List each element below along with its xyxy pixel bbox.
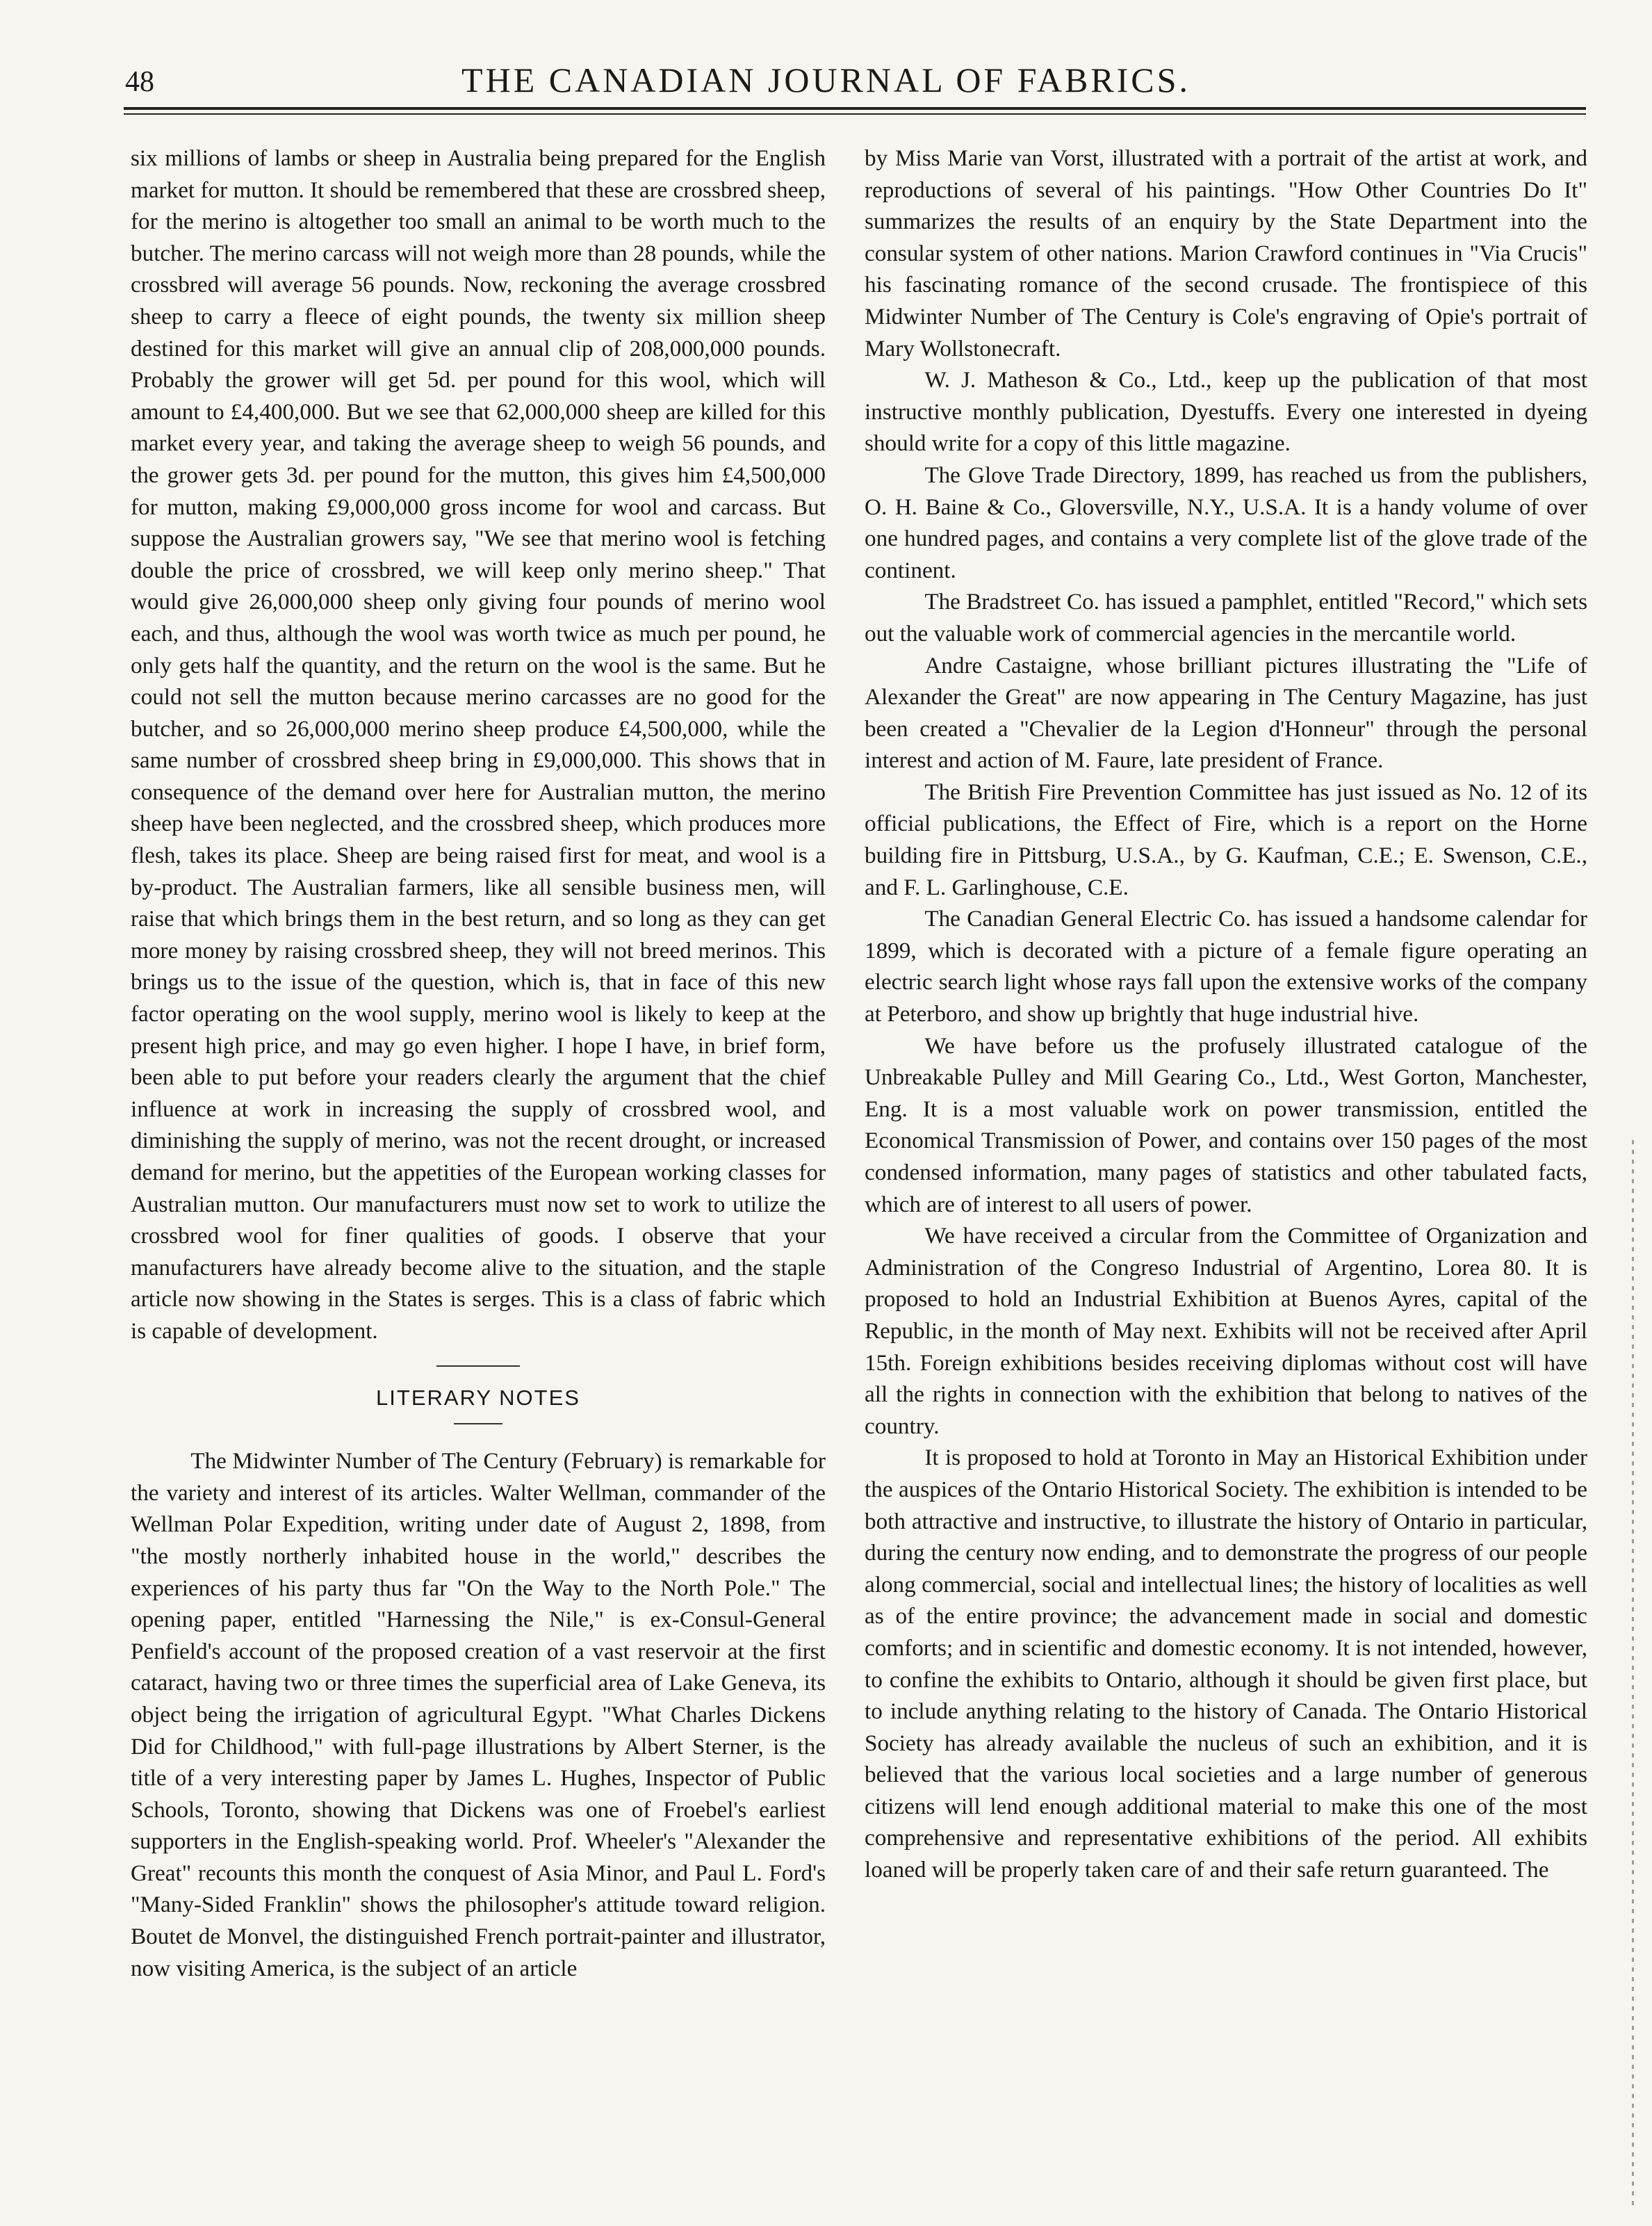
note-paragraph: The British Fire Prevention Committee has just issued as No. 12 of its official publications, the Effect of Fire, which is a report on the Horne building fire in Pittsburg, U.S.A., by G. Kaufman, C.E.; E. Swenson, C.E., and F. L. Garlinghouse, C.E. (865, 779, 1587, 900)
note-paragraph: We have received a circular from the Committee of Organization and Administration of the Congreso Industrial of Argentino, Lorea 80. It is proposed to hold an Industrial Exhibition at Buenos Ayres, capital of the Republic, in the month of May next. Exhibits will not be received after April 15th. Foreign exhibitions besides receiving diplomas without cost will have all the rights in connection with the exhibition that belong to natives of the country. (865, 1223, 1587, 1439)
right-column (865, 143, 1587, 1886)
note-paragraph: The Glove Trade Directory, 1899, has reached us from the publishers, O. H. Baine & Co., Gloversville, N.Y., U.S.A. It is a handy volume of over one hundred pages, and contains a very complete list of the glove trade of the continent. (865, 462, 1587, 583)
section-heading: LITERARY NOTES (376, 1385, 580, 1410)
header-rule-thick (124, 107, 1586, 110)
journal-title: THE CANADIAN JOURNAL OF FABRICS. (461, 60, 1191, 99)
note-paragraph: by Miss Marie van Vorst, illustrated with a portrait of the artist at work, and reproductions of several of his paintings. "How Other Countries Do It" summarizes the results of an enquiry by the State Department into the consular system of other nations. Marion Crawford continues in "Via Crucis" his fascinating romance of the second crusade. The frontispiece of this Midwinter Number of The Century is Cole's engraving of Opie's portrait of Mary Wollstonecraft. (865, 145, 1587, 361)
note-paragraph: The Bradstreet Co. has issued a pamphlet, entitled "Record," which sets out the valuable work of commercial agencies in the mercantile world. (865, 589, 1587, 647)
heading-underline (454, 1423, 502, 1424)
article-continuation: six millions of lambs or sheep in Australia being prepared for the English market for mutton. It should be remembered that these are crossbred sheep, for the merino is altogether too small an animal to be worth much to the butcher. The merino carcass will not weigh more than 28 pounds, while the crossbred will average 56 pounds. Now, reckoning the average crossbred sheep to carry a fleece of eight pounds, the twenty six million sheep destined for this market will give an annual clip of 208,000,000 pounds. Probably the grower will get 5d. per pound for this wool, which will amount to £4,400,000. But we see that 62,000,000 sheep are killed for this market every year, and taking the average sheep to weigh 56 pounds, and the grower gets 3d. per pound for the mutton, this gives him £4,500,000 for mutton, making £9,000,000 gross income for wool and carcass. But suppose the Australian growers say, "We see that merino wool is fetching double the price of crossbred, we will keep only merino sheep." That would give 26,000,000 sheep only giving four pounds of merino wool each, and thus, although the wool was worth twice as much per pound, he only gets half the quantity, and the return on the wool is the same. But he could not sell the mutton because merino carcasses are no good for the butcher, and so 26,000,000 merino sheep produce £4,500,000, while the same number of crossbred sheep bring in £9,000,000. This shows that in consequence of the demand over here for Australian mutton, the merino sheep have been neglected, and the crossbred sheep, which produces more flesh, takes its place. Sheep are being raised first for meat, and wool is a by-product. The Australian farmers, like all sensible business men, will raise that which brings them in the best return, and so long as they can get more money by raising crossbred sheep, they will not breed merinos. This brings us to the issue of the question, which is, that in face of this new factor operating on the wool supply, merino wool is likely to keep at the present high price, and may go even higher. I hope I have, in brief form, been able to put before your readers clearly the argument that the chief influence at work in increasing the supply of crossbred wool, and diminishing the supply of merino, was not the recent drought, or increased demand for merino, but the appetities of the European working classes for Australian mutton. Our manufacturers must now set to work to utilize the crossbred wool for finer qualities of goods. I observe that your manufacturers have already become alive to the situation, and the staple article now showing in the States is serges. This is a class of fabric which is capable of development. (131, 145, 826, 1344)
note-paragraph: The Canadian General Electric Co. has issued a handsome calendar for 1899, which is decorated with a picture of a female figure operating an electric search light whose rays fall upon the extensive works of the company at Peterboro, and show up brightly that huge industrial hive. (865, 906, 1587, 1027)
left-column (131, 143, 826, 1984)
header-rule-thin (124, 113, 1586, 115)
note-paragraph: It is proposed to hold at Toronto in May an Historical Exhibition under the auspices of the Ontario Historical Society. The exhibition is intended to be both attractive and instructive, to illustrate the history of Ontario in particular, during the century now ending, and to demonstrate the progress of our people along commercial, social and intellectual lines; the history of localities as well as of the entire province; the advancement made in social and domestic comforts; and in scientific and domestic economy. It is not intended, however, to confine the exhibits to Ontario, although it should be given first place, but to include anything relating to the history of Canada. The Ontario Historical Society has already available the nucleus of such an exhibition, and it is believed that the various local societies and a large number of generous citizens will lend enough additional material to make this one of the most comprehensive and representative exhibitions of the period. All exhibits loaned will be properly taken care of and their safe return guaranteed. The (865, 1445, 1587, 1883)
page-number: 48 (125, 66, 154, 98)
note-paragraph: Andre Castaigne, whose brilliant pictures illustrating the "Life of Alexander the Great" are now appearing in The Century Magazine, has just been created a "Chevalier de la Legion d'Honneur" through the personal interest and action of M. Faure, late president of France. (865, 652, 1587, 774)
section-divider (436, 1365, 520, 1367)
note-paragraph: W. J. Matheson & Co., Ltd., keep up the publication of that most instructive monthly publication, Dyestuffs. Every one interested in dyeing should write for a copy of this little magazine. (865, 367, 1587, 457)
scan-edge-mark (1632, 1140, 1634, 2211)
note-paragraph: We have before us the profusely illustrated catalogue of the Unbreakable Pulley and Mill Gearing Co., Ltd., West Gorton, Manchester, Eng. It is a most valuable work on power transmission, entitled the Economical Transmission of Power, and contains over 150 pages of the most condensed information, many pages of statistics and other tabulated facts, which are of interest to all users of power. (865, 1032, 1587, 1217)
literary-note-paragraph: The Midwinter Number of The Century (February) is remarkable for the variety and interest of its articles. Walter Wellman, commander of the Wellman Polar Expedition, writing under date of August 2, 1898, from "the mostly northerly inhabited house in the world," describes the experiences of his party thus far "On the Way to the North Pole." The opening paper, entitled "Harnessing the Nile," is ex-Consul-General Penfield's account of the proposed creation of a vast reservoir at the first cataract, having two or three times the superficial area of Lake Geneva, its object being the irrigation of agricultural Egypt. "What Charles Dickens Did for Childhood," with full-page illustrations by Albert Sterner, is the title of a very interesting paper by James L. Hughes, Inspector of Public Schools, Toronto, showing that Dickens was one of Froebel's earliest supporters in the English-speaking world. Prof. Wheeler's "Alexander the Great" recounts this month the conquest of Asia Minor, and Paul L. Ford's "Many-Sided Franklin" shows the philosopher's attitude toward religion. Boutet de Monvel, the distinguished French portrait-painter and illustrator, now visiting America, is the subject of an article (131, 1448, 826, 1981)
